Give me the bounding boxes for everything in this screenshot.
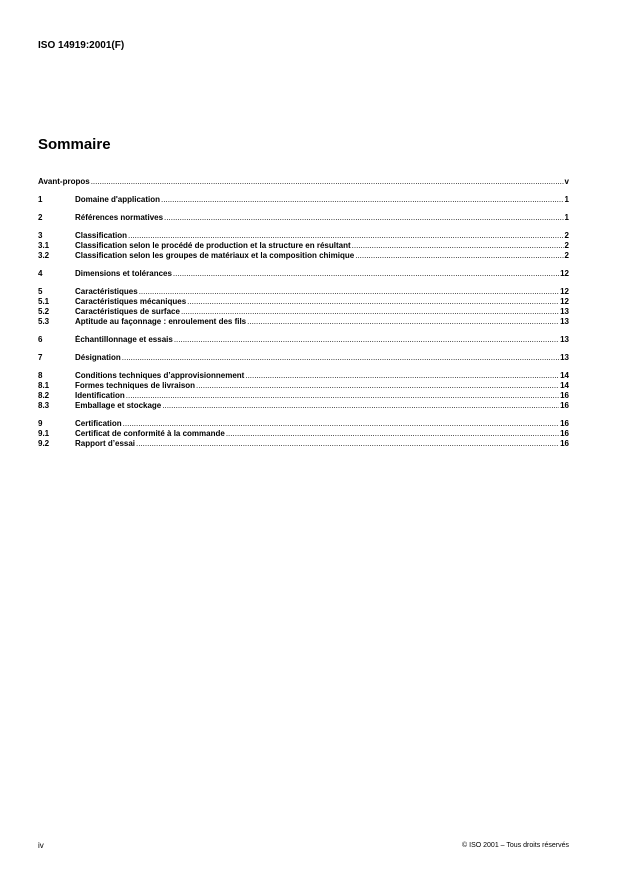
toc-entry-title: Références normatives [75, 213, 164, 222]
toc-entry-page: 16 [560, 391, 569, 400]
toc-entry-number: 4 [38, 269, 43, 278]
toc-dot-leader [173, 269, 559, 279]
toc-entry-number: 5.3 [38, 317, 50, 326]
toc-entry[interactable] [38, 251, 569, 261]
toc-entry-number: 8.2 [38, 391, 50, 400]
toc-entry-title: Désignation [75, 353, 121, 362]
toc-entry-title: Formes techniques de livraison [75, 381, 196, 390]
toc-dot-leader [355, 251, 563, 261]
toc-entry-title: Dimensions et tolérances [75, 269, 172, 278]
toc-dot-leader [123, 419, 559, 429]
toc-entry-number: 3.2 [38, 251, 50, 260]
toc-dot-leader [139, 287, 559, 297]
document-id: ISO 14919:2001(F) [38, 40, 125, 51]
toc-entry[interactable] [38, 213, 569, 223]
toc-entry-title: Classification selon les groupes de matériaux et la composition chimique [75, 251, 355, 260]
toc-entry-page: 13 [560, 335, 569, 344]
toc-entry-page: 12 [560, 269, 569, 278]
toc-entry-title: Avant-propos [38, 177, 90, 186]
toc-entry[interactable] [38, 287, 569, 297]
toc-entry-number: 2 [38, 213, 43, 222]
toc-entry-number: 8.3 [38, 401, 50, 410]
toc-entry[interactable] [38, 381, 569, 391]
toc-entry-number: 8.1 [38, 381, 50, 390]
toc-entry-page: 16 [560, 401, 569, 410]
copyright-notice: © ISO 2001 – Tous droits réservés [462, 842, 569, 849]
toc-entry[interactable] [38, 269, 569, 279]
toc-dot-leader [162, 401, 559, 411]
toc-entry-title: Rapport d’essai [75, 439, 136, 448]
toc-dot-leader [247, 317, 559, 327]
toc-entry-title: Échantillonnage et essais [75, 335, 173, 344]
toc-entry[interactable] [38, 439, 569, 449]
toc-entry-page: 14 [560, 381, 569, 390]
toc-entry[interactable] [38, 335, 569, 345]
toc-entry-number: 5 [38, 287, 43, 296]
toc-dot-leader [187, 297, 559, 307]
toc-dot-leader [174, 335, 559, 345]
toc-entry-number: 5.1 [38, 297, 50, 306]
toc-entry-number: 5.2 [38, 307, 50, 316]
toc-dot-leader [91, 177, 564, 187]
toc-entry[interactable] [38, 297, 569, 307]
toc-entry-number: 9.2 [38, 439, 50, 448]
toc-entry-page: 14 [560, 371, 569, 380]
toc-title: Sommaire [38, 136, 111, 153]
toc-dot-leader [226, 429, 559, 439]
toc-dot-leader [128, 231, 564, 241]
toc-entry-page: 13 [560, 353, 569, 362]
toc-entry[interactable] [38, 177, 569, 187]
toc-dot-leader [126, 391, 559, 401]
toc-entry-page: 16 [560, 429, 569, 438]
toc-entry[interactable] [38, 429, 569, 439]
toc-entry-number: 9.1 [38, 429, 50, 438]
toc-entry-title: Caractéristiques mécaniques [75, 297, 187, 306]
toc-entry-page: 13 [560, 307, 569, 316]
toc-entry-number: 9 [38, 419, 43, 428]
toc-entry-number: 6 [38, 335, 43, 344]
toc-entry[interactable] [38, 241, 569, 251]
toc-entry-title: Identification [75, 391, 125, 400]
toc-entry-page: 13 [560, 317, 569, 326]
toc-dot-leader [136, 439, 559, 449]
toc-entry-number: 8 [38, 371, 43, 380]
toc-entry-page: v [564, 177, 569, 186]
toc-entry-page: 2 [564, 251, 569, 260]
toc-entry-title: Certificat de conformité à la commande [75, 429, 225, 438]
toc-entry-page: 1 [564, 213, 569, 222]
toc-entry-page: 12 [560, 297, 569, 306]
toc-entry[interactable] [38, 307, 569, 317]
toc-entry-title: Classification selon le procédé de production et la structure en résultant [75, 241, 351, 250]
toc-dot-leader [122, 353, 559, 363]
toc-dot-leader [181, 307, 559, 317]
toc-entry-page: 16 [560, 419, 569, 428]
toc-dot-leader [164, 213, 564, 223]
toc-entry[interactable] [38, 391, 569, 401]
toc-entry-number: 1 [38, 195, 43, 204]
toc-entry-page: 2 [564, 241, 569, 250]
toc-entry[interactable] [38, 231, 569, 241]
toc-entry[interactable] [38, 353, 569, 363]
toc-entry[interactable] [38, 195, 569, 205]
toc-entry[interactable] [38, 419, 569, 429]
toc-entry-page: 1 [564, 195, 569, 204]
toc-entry-title: Domaine d'application [75, 195, 161, 204]
toc-entry-title: Certification [75, 419, 122, 428]
toc-entry-title: Caractéristiques de surface [75, 307, 180, 316]
toc-entry-number: 3 [38, 231, 43, 240]
toc-entry[interactable] [38, 401, 569, 411]
page-number: iv [38, 841, 44, 850]
toc-entry-number: 3.1 [38, 241, 50, 250]
toc-entry-page: 2 [564, 231, 569, 240]
toc-entry-title: Caractéristiques [75, 287, 138, 296]
toc-entry[interactable] [38, 317, 569, 327]
toc-entry-page: 16 [560, 439, 569, 448]
table-of-contents [38, 177, 569, 449]
toc-dot-leader [352, 241, 564, 251]
toc-entry-title: Aptitude au façonnage : enroulement des fils [75, 317, 247, 326]
toc-dot-leader [196, 381, 559, 391]
toc-entry-number: 7 [38, 353, 43, 362]
toc-entry-page: 12 [560, 287, 569, 296]
toc-entry-title: Emballage et stockage [75, 401, 162, 410]
toc-entry-title: Classification [75, 231, 128, 240]
toc-entry-title: Conditions techniques d’approvisionnement [75, 371, 245, 380]
toc-dot-leader [245, 371, 559, 381]
toc-entry[interactable] [38, 371, 569, 381]
toc-dot-leader [161, 195, 564, 205]
